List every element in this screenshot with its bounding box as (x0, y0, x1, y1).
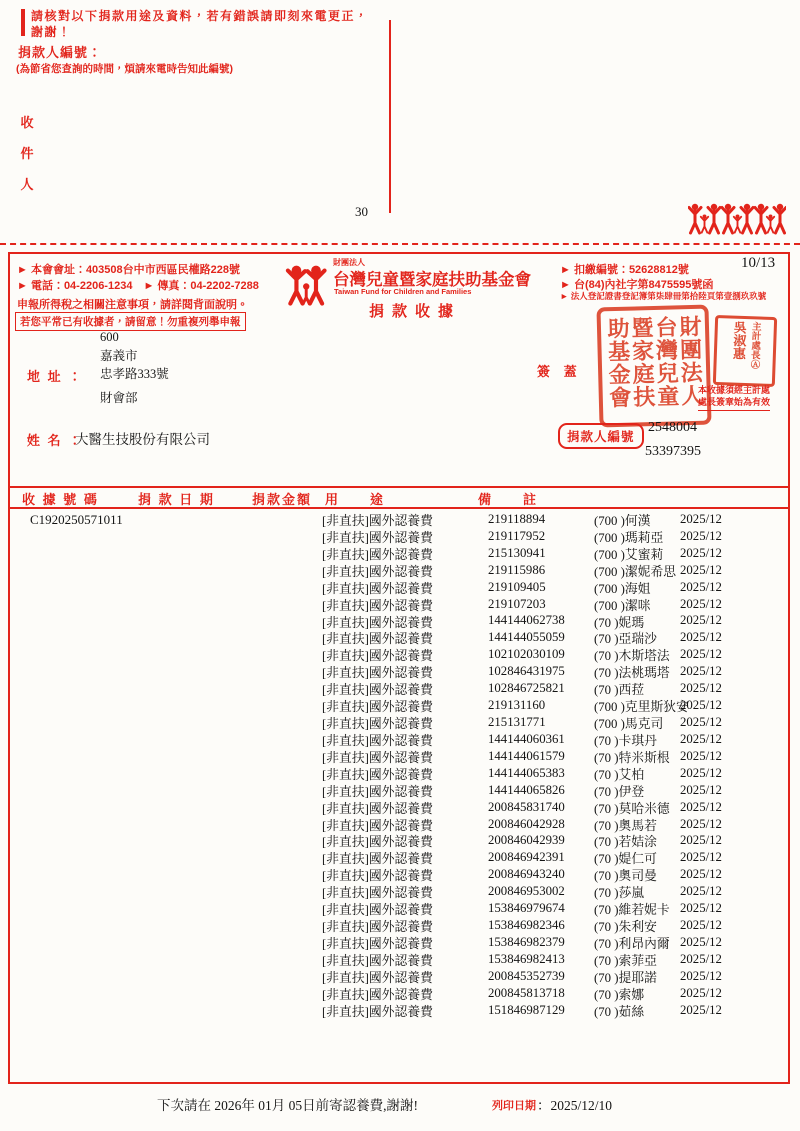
sponsor-id-cell: 200846042939 (488, 833, 565, 848)
child-name-cell: (70 )伊登 (594, 784, 645, 799)
month-cell: 2025/12 (680, 579, 722, 594)
org-phone-fax-line: ► 電話：04-2206-1234 ► 傳真：04-2202-7288 (17, 280, 259, 292)
sponsor-id-cell: 144144065826 (488, 782, 565, 797)
table-row (10, 866, 788, 883)
usage-cell: [非直扶]國外認養費 (322, 530, 433, 545)
table-row (10, 951, 788, 968)
org-name: 台灣兒童暨家庭扶助基金會 (333, 271, 531, 289)
donor-city: 嘉義市 (100, 349, 138, 363)
child-name-cell: (70 )朱利安 (594, 920, 657, 935)
usage-cell: [非直扶]國外認養費 (322, 1004, 433, 1019)
sponsor-id-cell: 144144062738 (488, 613, 565, 628)
approval-number-line: ► 台(84)內社字第8475595號函 (560, 279, 714, 291)
table-row (10, 596, 788, 613)
donor-department: 財會部 (100, 391, 138, 405)
child-name-cell: (70 )法桃瑪塔 (594, 666, 670, 681)
child-name-cell: (70 )莫哈米德 (594, 801, 670, 816)
table-row (10, 748, 788, 765)
child-name-cell: (70 )提耶諾 (594, 970, 657, 985)
table-row (10, 985, 788, 1002)
seal-validity-note (698, 384, 770, 411)
sponsor-id-cell: 144144055059 (488, 630, 565, 645)
registration-number-line: ► 法人登記證書登記簿第柒肆冊第拾陸頁第壹捌玖玖號 (560, 291, 767, 301)
print-date-value: ：2025/12/10 (537, 1098, 613, 1113)
verify-notice-line2: 謝謝！ (31, 25, 72, 39)
table-row (10, 799, 788, 816)
child-name-cell: (70 )西菈 (594, 683, 645, 698)
table-row (10, 528, 788, 545)
table-row (10, 545, 788, 562)
month-cell: 2025/12 (680, 765, 722, 780)
month-cell: 2025/12 (680, 850, 722, 865)
print-date-label: 列印日期 (492, 1100, 536, 1112)
organization-seal-text: 財團法人台灣兒童暨家庭扶助基金會 (604, 314, 705, 410)
child-name-cell: (700 )何漢 (594, 513, 651, 528)
usage-cell: [非直扶]國外認養費 (322, 953, 433, 968)
month-cell: 2025/12 (680, 596, 722, 611)
table-row (10, 816, 788, 833)
child-name-cell: (70 )維若妮卡 (594, 903, 670, 918)
donor-number-value-2: 53397395 (645, 444, 701, 459)
accounting-officer-seal-stamp (713, 315, 777, 387)
month-cell: 2025/12 (680, 1002, 722, 1017)
table-header-top-rule (10, 486, 788, 488)
sponsor-id-cell: 215130941 (488, 545, 546, 560)
month-cell: 2025/12 (680, 613, 722, 628)
usage-cell: [非直扶]國外認養費 (322, 903, 433, 918)
usage-cell: [非直扶]國外認養費 (322, 717, 433, 732)
donor-number-box-label: 捐款人編號 (558, 423, 644, 449)
table-row (10, 849, 788, 866)
sponsor-id-cell: 153846982346 (488, 918, 565, 933)
name-label: 姓 名 ： (27, 433, 84, 448)
sponsor-id-cell: 102102030109 (488, 647, 565, 662)
sponsor-id-cell: 219118894 (488, 511, 546, 526)
donor-name: 大醫生技股份有限公司 (75, 432, 210, 447)
duplicate-claim-warning: 若您平常已有收據者，請留意！勿重複列舉申報 (15, 312, 246, 331)
child-name-cell: (70 )媞仁可 (594, 852, 657, 867)
table-row (10, 883, 788, 900)
child-name-cell: (70 )木斯塔法 (594, 649, 670, 664)
donor-address: 忠孝路333號 (100, 367, 169, 381)
tax-note-line: 申報所得稅之相關注意事項，請詳閱背面說明。 (17, 299, 248, 311)
month-cell: 2025/12 (680, 698, 722, 713)
table-row (10, 731, 788, 748)
month-cell: 2025/12 (680, 968, 722, 983)
sponsor-id-cell: 144144061579 (488, 748, 565, 763)
month-cell: 2025/12 (680, 562, 722, 577)
verify-notice-line1: 請核對以下捐款用途及資料，若有錯誤請即刻來電更正， (31, 9, 369, 23)
month-cell: 2025/12 (680, 528, 722, 543)
donor-number-note: (為節省您查詢的時間，煩請來電時告知此編號) (16, 63, 233, 75)
child-name-cell: (70 )卡琪丹 (594, 733, 657, 748)
table-row (10, 833, 788, 850)
month-cell: 2025/12 (680, 511, 722, 526)
usage-cell: [非直扶]國外認養費 (322, 852, 433, 867)
table-row (10, 663, 788, 680)
table-row (10, 917, 788, 934)
fold-divider-line (389, 20, 391, 213)
usage-cell: [非直扶]國外認養費 (322, 598, 433, 613)
sponsor-id-cell: 219109405 (488, 579, 546, 594)
month-cell: 2025/12 (680, 816, 722, 831)
donation-rows (10, 511, 788, 1019)
table-row (10, 629, 788, 646)
usage-cell: [非直扶]國外認養費 (322, 886, 433, 901)
header-receipt-no: 收 據 號 碼 (22, 492, 99, 507)
usage-cell: [非直扶]國外認養費 (322, 547, 433, 562)
sponsor-id-cell: 102846725821 (488, 681, 565, 696)
officer-seal-name: 吳淑惠 (730, 320, 748, 361)
table-header-row (10, 489, 788, 506)
recipient-char-1: 收 (20, 115, 34, 130)
child-name-cell: (70 )奧馬若 (594, 818, 657, 833)
sponsor-id-cell: 219131160 (488, 698, 546, 713)
sponsor-id-cell: 151846987129 (488, 1002, 565, 1017)
child-name-cell: (70 )妮瑪 (594, 615, 645, 630)
child-name-cell: (70 )利昂內爾 (594, 937, 670, 952)
withholding-number-line: ► 扣繳編號：52628812號 (560, 264, 689, 276)
usage-cell: [非直扶]國外認養費 (322, 564, 433, 579)
usage-cell: [非直扶]國外認養費 (322, 767, 433, 782)
usage-cell: [非直扶]國外認養費 (322, 937, 433, 952)
header-donation-date: 捐 款 日 期 (138, 492, 215, 507)
sponsor-id-cell: 200846942391 (488, 850, 565, 865)
org-type-label: 財團法人 (333, 258, 365, 267)
table-row (10, 680, 788, 697)
header-note: 備 註 (478, 492, 539, 507)
table-row (10, 562, 788, 579)
table-row (10, 613, 788, 630)
postal-code: 600 (100, 330, 119, 344)
header-usage: 用 途 (325, 492, 386, 507)
month-cell: 2025/12 (680, 731, 722, 746)
usage-cell: [非直扶]國外認養費 (322, 784, 433, 799)
sponsor-id-cell: 153846982379 (488, 935, 565, 949)
officer-seal-title: 主計處長Ⓐ (748, 321, 761, 369)
table-row (10, 511, 788, 528)
usage-cell: [非直扶]國外認養費 (322, 733, 433, 748)
recipient-char-3: 人 (20, 177, 34, 192)
usage-cell: [非直扶]國外認養費 (322, 801, 433, 816)
month-cell: 2025/12 (680, 918, 722, 933)
child-name-cell: (700 )馬克司 (594, 717, 664, 732)
month-cell: 2025/12 (680, 630, 722, 645)
table-row (10, 579, 788, 596)
seal-sign-label: 簽 蓋 (537, 364, 582, 379)
sponsor-id-cell: 219107203 (488, 596, 546, 611)
usage-cell: [非直扶]國外認養費 (322, 818, 433, 833)
usage-cell: [非直扶]國外認養費 (322, 700, 433, 715)
month-cell: 2025/12 (680, 647, 722, 662)
table-row (10, 1002, 788, 1019)
next-payment-reminder: 下次請在 2026年 01月 05日前寄認養費,謝謝! (157, 1098, 418, 1113)
sponsor-id-cell: 144144065383 (488, 765, 565, 780)
child-name-cell: (700 )克里斯狄安 (594, 700, 689, 715)
table-row (10, 934, 788, 951)
usage-cell: [非直扶]國外認養費 (322, 683, 433, 698)
table-row (10, 646, 788, 663)
usage-cell: [非直扶]國外認養費 (322, 666, 433, 681)
child-name-cell: (70 )艾柏 (594, 767, 645, 782)
sponsor-id-cell: 200846943240 (488, 867, 565, 882)
seal-validity-line2: 處長簽章始為有效 (698, 397, 771, 407)
month-cell: 2025/12 (680, 867, 722, 882)
month-cell: 2025/12 (680, 748, 722, 763)
month-cell: 2025/12 (680, 935, 722, 949)
sponsor-id-cell: 200845352739 (488, 968, 565, 983)
sponsor-id-cell: 219115986 (488, 562, 546, 577)
usage-cell: [非直扶]國外認養費 (322, 970, 433, 985)
sponsor-id-cell: 200846042928 (488, 816, 565, 831)
month-cell: 2025/12 (680, 664, 722, 679)
table-header-bottom-rule (10, 507, 788, 509)
recipient-char-2: 件 (20, 146, 34, 161)
header-donation-amount: 捐款金額 (252, 492, 313, 507)
organization-seal-stamp (596, 305, 711, 428)
month-cell: 2025/12 (680, 799, 722, 814)
usage-cell: [非直扶]國外認養費 (322, 750, 433, 765)
sponsor-id-cell: 215131771 (488, 715, 546, 730)
child-name-cell: (700 )瑪莉亞 (594, 530, 664, 545)
sponsor-id-cell: 144144060361 (488, 731, 565, 746)
child-name-cell: (70 )索菲亞 (594, 953, 657, 968)
receipt-number: C1920250571011 (30, 512, 123, 527)
child-name-cell: (70 )若姞涂 (594, 835, 657, 850)
usage-cell: [非直扶]國外認養費 (322, 869, 433, 884)
month-cell: 2025/12 (680, 833, 722, 848)
page-number: 10/13 (741, 255, 776, 271)
notice-accent-bar (21, 9, 25, 36)
sponsor-id-cell: 219117952 (488, 528, 546, 543)
table-row (10, 968, 788, 985)
donor-number-label-top: 捐款人編號： (18, 45, 103, 60)
usage-cell: [非直扶]國外認養費 (322, 615, 433, 630)
child-name-cell: (70 )奧司曼 (594, 869, 657, 884)
org-name-english: Taiwan Fund for Children and Families (334, 287, 472, 296)
tear-off-dashed-line (0, 243, 800, 245)
usage-cell: [非直扶]國外認養費 (322, 649, 433, 664)
seal-validity-line1: 本收據須經主計處 (698, 385, 771, 395)
month-cell: 2025/12 (680, 545, 722, 560)
org-address-line: ► 本會會址：403508台中市西區民權路228號 (17, 264, 241, 276)
sponsor-id-cell: 153846979674 (488, 901, 565, 916)
child-name-cell: (70 )特米斯根 (594, 750, 670, 765)
month-cell: 2025/12 (680, 782, 722, 797)
recipient-vertical-label (19, 112, 35, 193)
month-cell: 2025/12 (680, 681, 722, 696)
month-cell: 2025/12 (680, 884, 722, 899)
month-cell: 2025/12 (680, 951, 722, 966)
child-name-cell: (70 )茹絲 (594, 1004, 645, 1019)
address-label: 地 址 ： (27, 369, 84, 384)
table-row (10, 714, 788, 731)
month-cell: 2025/12 (680, 901, 722, 916)
usage-cell: [非直扶]國外認養費 (322, 987, 433, 1002)
usage-cell: [非直扶]國外認養費 (322, 835, 433, 850)
sponsor-id-cell: 153846982413 (488, 951, 565, 966)
child-name-cell: (700 )海姐 (594, 581, 651, 596)
child-name-cell: (70 )莎嵐 (594, 886, 645, 901)
table-row (10, 782, 788, 799)
usage-cell: [非直扶]國外認養費 (322, 581, 433, 596)
child-name-cell: (70 )亞瑞沙 (594, 632, 657, 647)
document-title: 捐款收據 (368, 303, 461, 320)
month-cell: 2025/12 (680, 715, 722, 730)
month-cell: 2025/12 (680, 985, 722, 1000)
usage-cell: [非直扶]國外認養費 (322, 920, 433, 935)
donor-number-value-1: 2548004 (648, 420, 697, 435)
child-name-cell: (700 )潔妮希思 (594, 564, 677, 579)
families-banner-icon (688, 201, 786, 237)
table-row (10, 765, 788, 782)
usage-cell: [非直扶]國外認養費 (322, 513, 433, 528)
usage-cell: [非直扶]國外認養費 (322, 632, 433, 647)
sponsor-id-cell: 102846431975 (488, 664, 565, 679)
row-count-mark: 30 (355, 204, 368, 219)
child-name-cell: (700 )艾蜜莉 (594, 547, 664, 562)
child-name-cell: (700 )潔咪 (594, 598, 651, 613)
table-row (10, 697, 788, 714)
table-row (10, 900, 788, 917)
sponsor-id-cell: 200845813718 (488, 985, 565, 1000)
child-name-cell: (70 )索娜 (594, 987, 645, 1002)
sponsor-id-cell: 200845831740 (488, 799, 565, 814)
sponsor-id-cell: 200846953002 (488, 884, 565, 899)
